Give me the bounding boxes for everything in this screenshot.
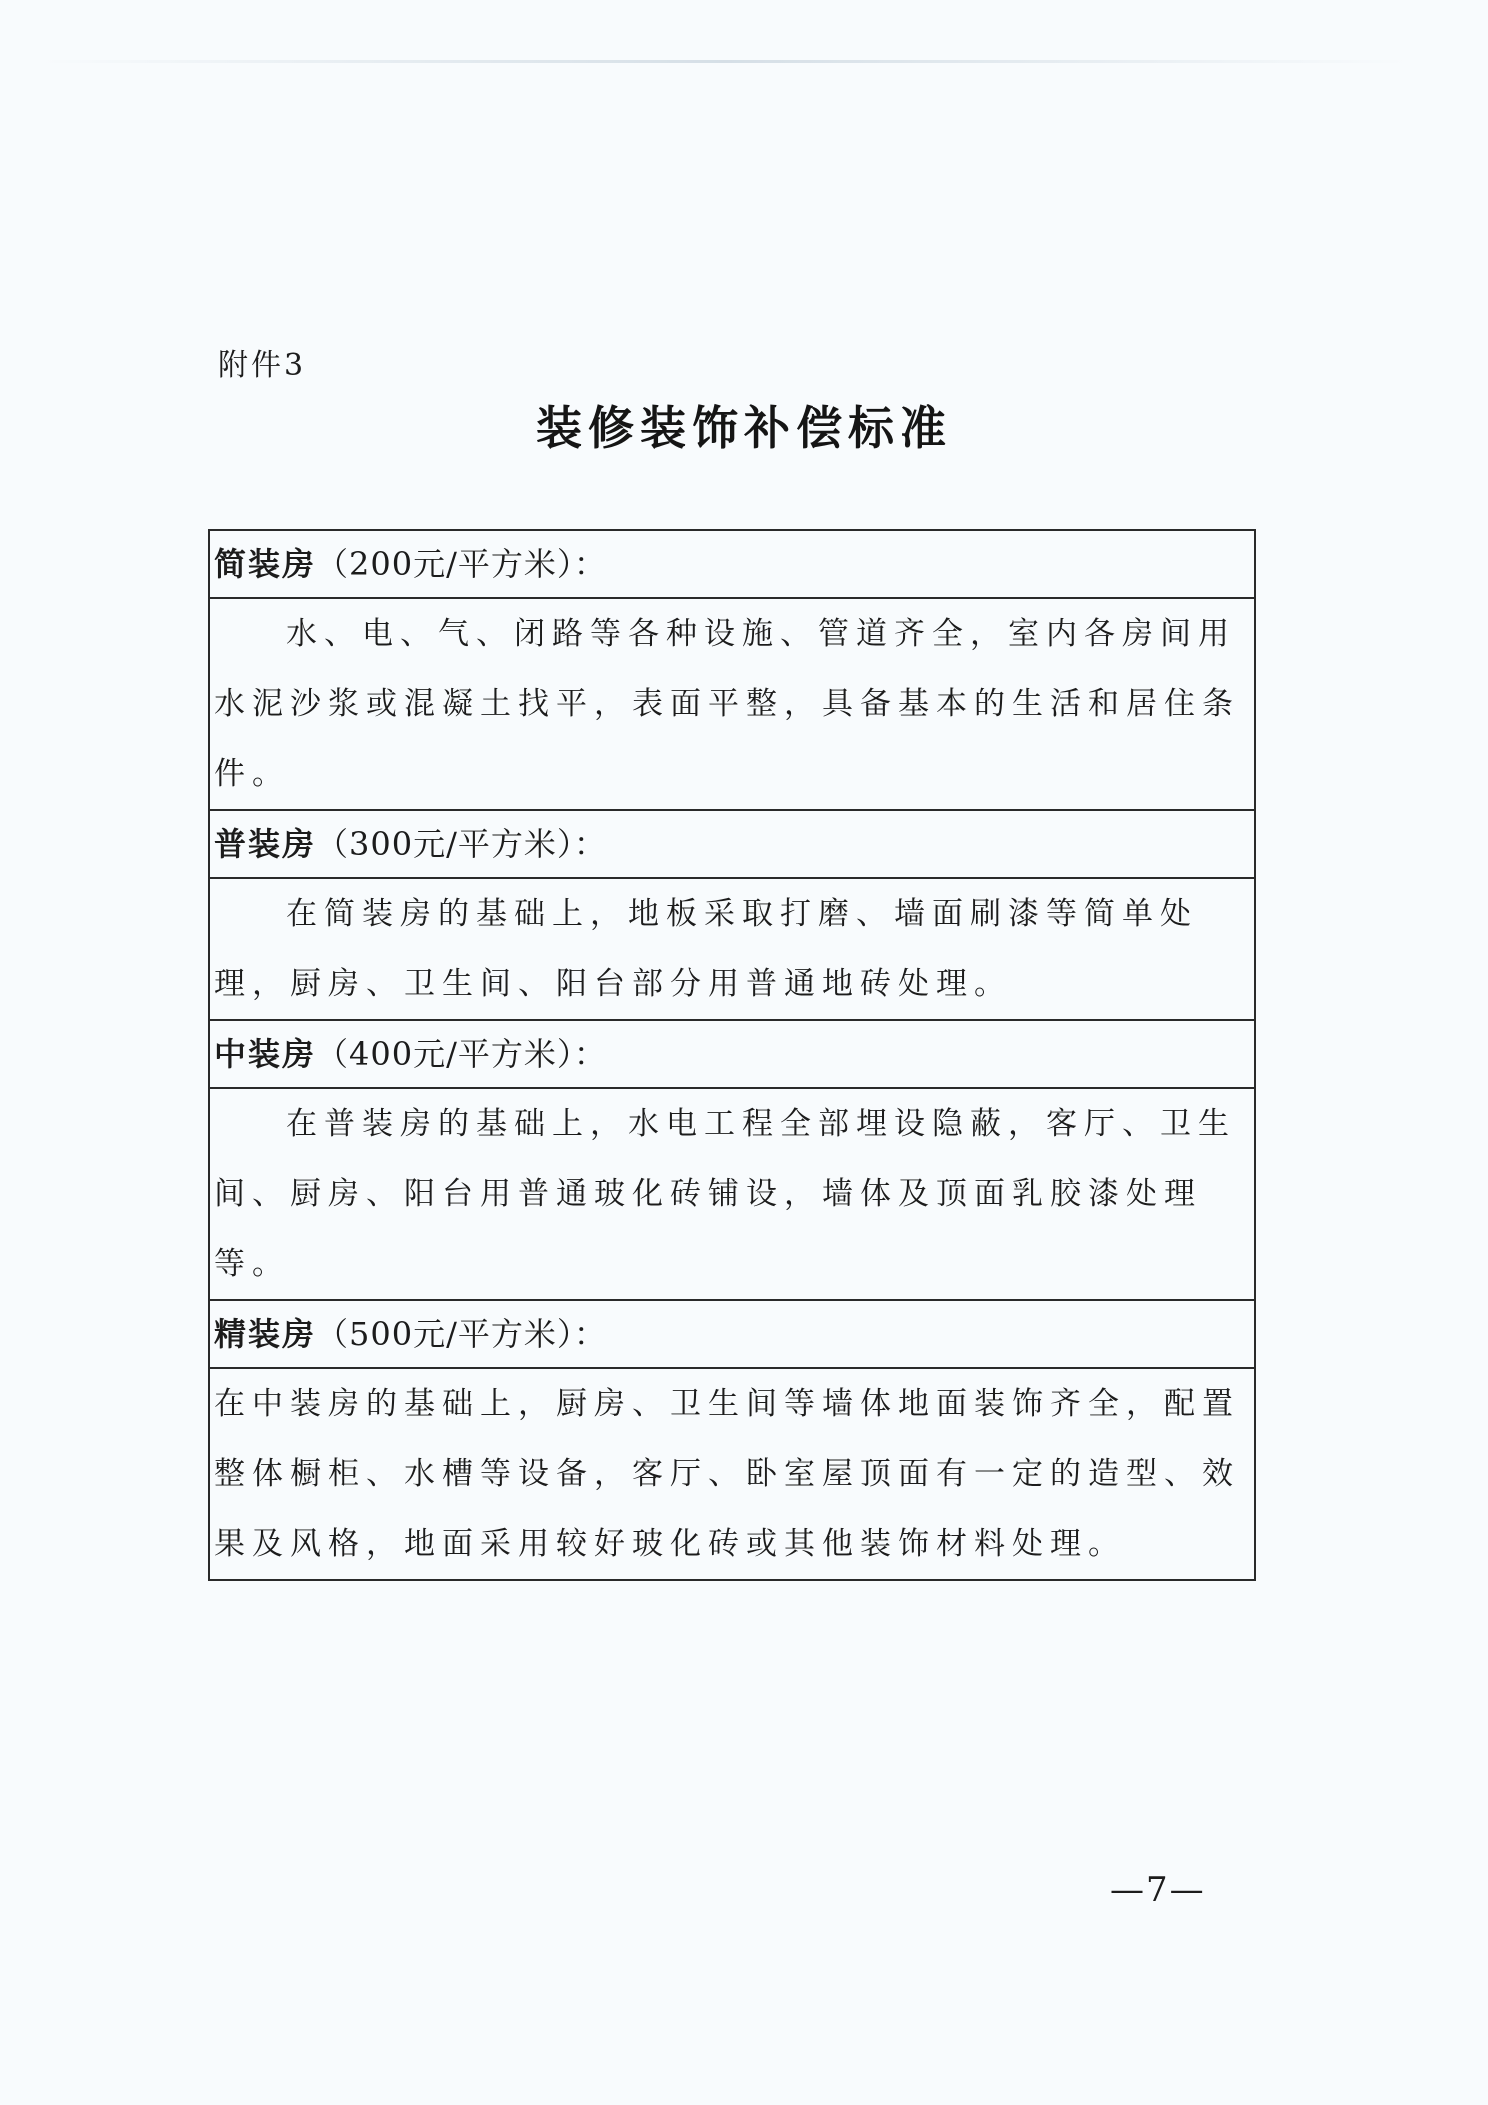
table-row: [209, 1020, 1255, 1088]
table-row: [209, 1088, 1255, 1300]
table-row: [209, 1300, 1255, 1368]
tier-heading: [209, 810, 1255, 878]
tier-price: （300元/平方米）：: [316, 825, 607, 863]
tier-name: 普装房: [214, 825, 317, 863]
tier-heading: [209, 1020, 1255, 1088]
tier-price: （200元/平方米）：: [316, 545, 607, 583]
attachment-label: 附件3: [218, 348, 307, 383]
tier-price: （400元/平方米）：: [316, 1035, 607, 1073]
page-number: —7—: [1110, 1870, 1206, 1910]
tier-description: 在普装房的基础上，水电工程全部埋设隐蔽，客厅、卫生间、厨房、阳台用普通玻化砖铺设，墙体及顶面乳胶漆处理等。: [209, 1088, 1255, 1300]
tier-name: 简装房: [214, 545, 317, 583]
tier-heading: [209, 1300, 1255, 1368]
scan-edge-divider: [40, 60, 1410, 63]
table-row: [209, 598, 1255, 810]
table-row: [209, 530, 1255, 598]
tier-name: 精装房: [214, 1315, 317, 1353]
compensation-standards-table: [208, 529, 1256, 1581]
table-row: [209, 878, 1255, 1020]
tier-description: 水、电、气、闭路等各种设施、管道齐全，室内各房间用水泥沙浆或混凝土找平，表面平整，具备基本的生活和居住条件。: [209, 598, 1255, 810]
table-row: [209, 1368, 1255, 1580]
tier-description: 在简装房的基础上，地板采取打磨、墙面刷漆等简单处理，厨房、卫生间、阳台部分用普通地砖处理。: [209, 878, 1255, 1020]
tier-price: （500元/平方米）：: [316, 1315, 607, 1353]
tier-description: 在中装房的基础上，厨房、卫生间等墙体地面装饰齐全，配置整体橱柜、水槽等设备，客厅、卧室屋顶面有一定的造型、效果及风格，地面采用较好玻化砖或其他装饰材料处理。: [209, 1368, 1255, 1580]
tier-name: 中装房: [214, 1035, 317, 1073]
document-title: 装修装饰补偿标准: [536, 401, 952, 455]
tier-heading: [209, 530, 1255, 598]
table-row: [209, 810, 1255, 878]
